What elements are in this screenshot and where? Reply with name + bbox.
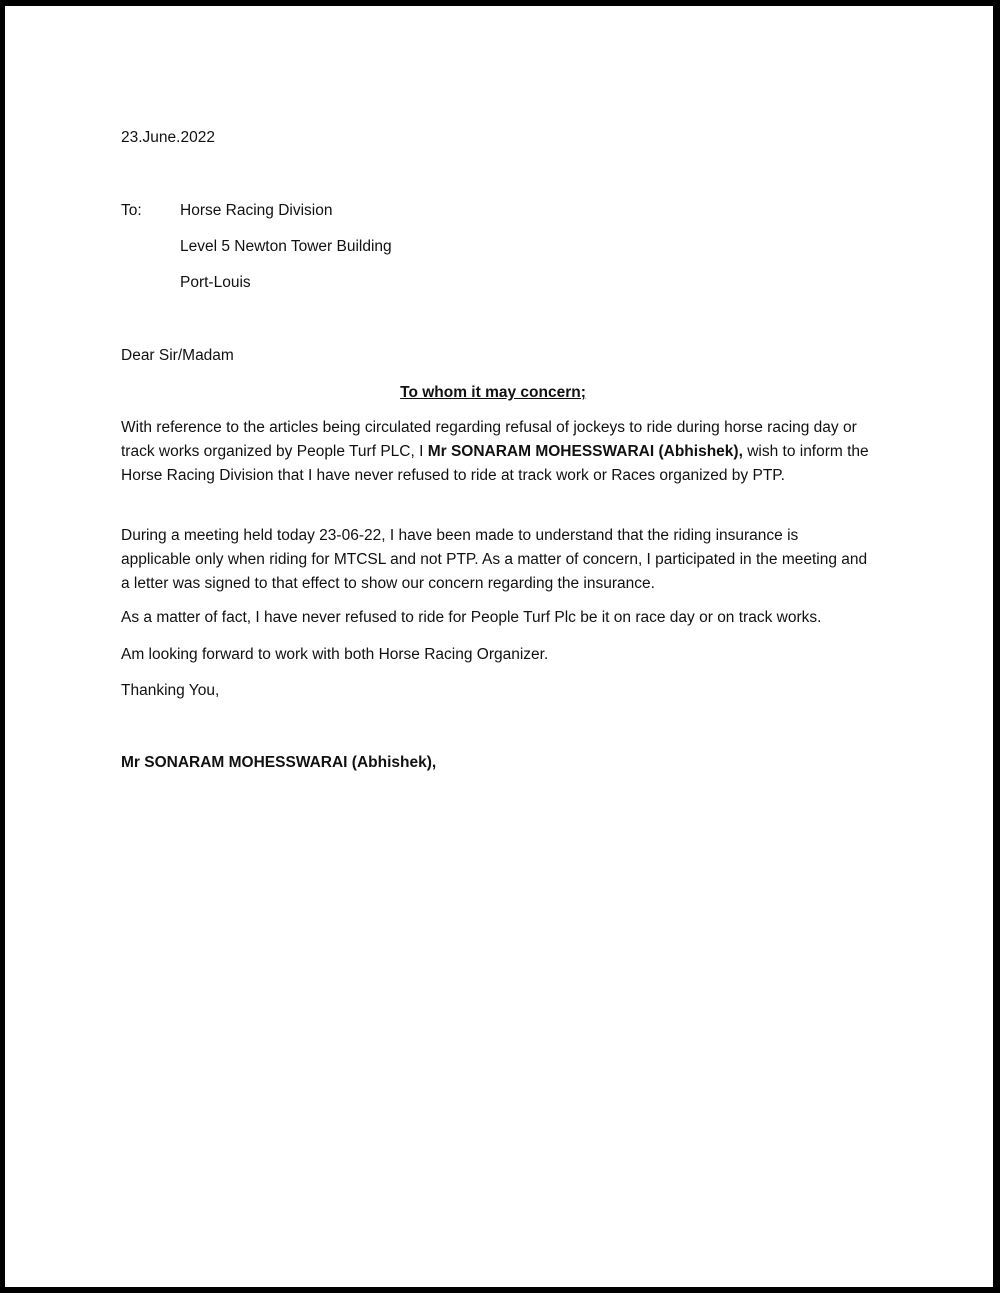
paragraph-1-text-start: With reference to the articles being circulated regarding refusal of jockeys to ride during horse racing day or track works organized by People Turf PLC, I: [121, 419, 857, 460]
subject-line: To whom it may concern;: [400, 384, 586, 401]
paragraph-1-text-end: wish to inform the Horse Racing Division that I have never refused to ride at track work or Races organized by PTP.: [121, 443, 869, 484]
recipient-address-line-3: Port-Louis: [180, 274, 251, 291]
recipient-address-line-2: Level 5 Newton Tower Building: [180, 238, 392, 255]
letter-date: 23.June.2022: [121, 129, 215, 146]
letter-page: [5, 6, 993, 1287]
body-paragraph-3: As a matter of fact, I have never refused to ride for People Turf Plc be it on race day or on track works.: [121, 609, 822, 626]
body-paragraph-1: [121, 416, 869, 488]
paragraph-1-bold-name: Mr SONARAM MOHESSWARAI (Abhishek),: [427, 443, 743, 460]
body-paragraph-4: Am looking forward to work with both Horse Racing Organizer.: [121, 646, 549, 663]
body-paragraph-2: During a meeting held today 23-06-22, I have been made to understand that the riding insurance is applicable only when riding for MTCSL and not PTP. As a matter of concern, I participated in the meeting and a letter was signed to that effect to show our concern regarding the insurance.: [121, 527, 868, 592]
closing: Thanking You,: [121, 682, 220, 699]
signature-name: Mr SONARAM MOHESSWARAI (Abhishek),: [121, 754, 437, 771]
salutation: Dear Sir/Madam: [121, 347, 234, 364]
recipient-address-line-1: Horse Racing Division: [180, 202, 333, 219]
recipient-label: To:: [121, 202, 142, 219]
